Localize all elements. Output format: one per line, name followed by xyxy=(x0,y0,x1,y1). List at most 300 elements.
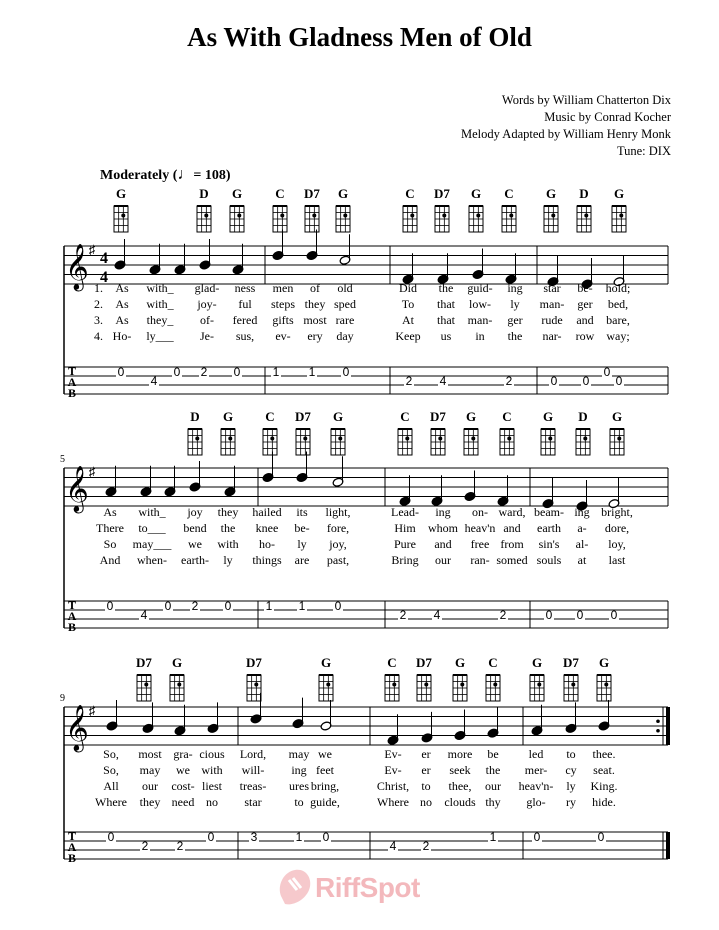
tempo-label: Moderately xyxy=(100,168,170,183)
lyric-syllable: hold; xyxy=(605,281,631,295)
lyric-syllable: the xyxy=(507,329,523,343)
chord-diagram-icon xyxy=(305,206,319,232)
lyric-syllable: of- xyxy=(200,313,214,327)
lyric-syllable: with_ xyxy=(146,281,174,295)
lyric-syllable: past, xyxy=(326,553,350,567)
lyric-syllable: er xyxy=(421,747,431,761)
lyric-syllable: al- xyxy=(575,537,589,551)
lyric-syllable: its xyxy=(296,505,308,519)
diagram-dot xyxy=(410,214,414,218)
lyric-syllable: ing xyxy=(435,505,451,519)
chord-diagram-icon xyxy=(544,206,558,232)
lyric-syllable: joy- xyxy=(197,297,217,311)
lyric-syllable: souls xyxy=(536,553,562,567)
chord-diagram-icon xyxy=(597,675,611,701)
diagram-dot xyxy=(507,437,511,441)
chord-name: G xyxy=(222,409,234,424)
lyric-syllable: be- xyxy=(294,521,310,535)
lyric-syllable: earth- xyxy=(181,553,209,567)
diagram-dot xyxy=(270,437,274,441)
tab-fret-number: 4 xyxy=(439,374,447,388)
lyric-syllable: the xyxy=(438,281,454,295)
lyric-syllable: with_ xyxy=(138,505,166,519)
tab-clef-letter: A xyxy=(67,609,77,623)
measure-number: 9 xyxy=(60,693,65,704)
lyric-syllable: glad- xyxy=(194,281,220,295)
tab-fret-number: 0 xyxy=(603,365,611,379)
lyric-syllable: and xyxy=(434,537,452,551)
tab-fret-number: 1 xyxy=(272,365,280,379)
lyric-syllable: with xyxy=(217,537,239,551)
chord-name: G xyxy=(465,409,477,424)
tune-name: Tune: DIX xyxy=(616,144,671,158)
lyric-syllable: no xyxy=(206,795,218,809)
lyric-syllable: dore, xyxy=(604,521,630,535)
tab-fret-number: 0 xyxy=(533,830,541,844)
chord-name: G xyxy=(531,655,543,670)
tab-fret-number: 0 xyxy=(224,599,232,613)
lyric-syllable: thy xyxy=(485,795,501,809)
diagram-dot xyxy=(405,437,409,441)
lyric-syllable: Keep xyxy=(395,329,421,343)
tab-fret-number: 1 xyxy=(489,830,497,844)
chord-name: D xyxy=(199,186,209,201)
key-signature-sharp-icon: ♯ xyxy=(88,703,96,718)
chord-name: G xyxy=(115,186,127,201)
diagram-dot xyxy=(571,683,575,687)
treble-clef-icon: 𝄞 xyxy=(65,244,89,289)
lyric-syllable: ly xyxy=(566,779,576,793)
chord-name: G xyxy=(454,655,466,670)
lyric-syllable: heav'n- xyxy=(518,779,554,793)
chord-diagram-icon xyxy=(469,206,483,232)
chord-diagram-icon xyxy=(502,206,516,232)
tab-fret-number: 1 xyxy=(298,599,306,613)
lyric-syllable: Where xyxy=(377,795,409,809)
diagram-dot xyxy=(471,437,475,441)
lyric-syllable: ing xyxy=(507,281,523,295)
lyric-syllable: ev- xyxy=(275,329,291,343)
chord-diagram-icon xyxy=(273,206,287,232)
tab-fret-number: 0 xyxy=(615,374,623,388)
composer-credit: Music by Conrad Kocher xyxy=(544,110,671,124)
lyric-syllable: ger xyxy=(577,297,593,311)
lyric-syllable: may___ xyxy=(132,537,172,551)
lyric-syllable: feet xyxy=(316,763,334,777)
lyric-syllable: ly xyxy=(297,537,307,551)
chord-name: D7 xyxy=(416,655,432,670)
lyric-syllable: cost- xyxy=(171,779,195,793)
brand-name: RiffSpot xyxy=(315,872,420,903)
diagram-dot xyxy=(144,683,148,687)
tab-fret-number: 2 xyxy=(191,599,199,613)
lyric-syllable: star xyxy=(244,795,262,809)
chord-diagram-icon xyxy=(564,675,578,701)
tab-fret-number: 0 xyxy=(550,374,558,388)
lyric-syllable: old xyxy=(337,281,353,295)
chord-diagram-icon xyxy=(188,429,202,455)
tab-fret-number: 0 xyxy=(342,365,350,379)
lyric-syllable: guide, xyxy=(310,795,340,809)
tab-clef-letter: B xyxy=(67,386,77,400)
arranger-credit: Melody Adapted by William Henry Monk xyxy=(460,127,671,141)
tab-fret-number: 4 xyxy=(389,839,397,853)
tab-fret-number: 2 xyxy=(141,839,149,853)
tab-clef-letter: T xyxy=(67,364,77,378)
lyric-syllable: may xyxy=(139,763,161,777)
lyric-syllable: hide. xyxy=(592,795,616,809)
chord-diagram-icon xyxy=(385,675,399,701)
lyric-syllable: they xyxy=(139,795,161,809)
tab-clef-letter: T xyxy=(67,829,77,843)
tab-fret-number: 0 xyxy=(610,608,618,622)
lyric-syllable: whom xyxy=(428,521,458,535)
lyric-syllable: Lord, xyxy=(239,747,267,761)
lyric-syllable: ger xyxy=(507,313,523,327)
chord-diagram-icon xyxy=(230,206,244,232)
lyric-syllable: So, xyxy=(103,747,119,761)
lyric-syllable: we xyxy=(188,537,202,551)
lyric-syllable: with xyxy=(201,763,223,777)
lyric-syllable: thee, xyxy=(448,779,472,793)
chord-diagram-icon xyxy=(530,675,544,701)
lyric-syllable: ly xyxy=(510,297,520,311)
verse-number: 3. xyxy=(94,313,103,327)
lyric-syllable: As xyxy=(115,281,129,295)
tab-fret-number: 4 xyxy=(140,608,148,622)
chord-name: D7 xyxy=(136,655,152,670)
lyric-syllable: sped xyxy=(334,297,356,311)
chord-name: D7 xyxy=(434,186,450,201)
lyric-syllable: us xyxy=(440,329,452,343)
diagram-dot xyxy=(228,437,232,441)
chord-name: D7 xyxy=(430,409,446,424)
lyric-syllable: need xyxy=(171,795,195,809)
tempo-bpm: = 108 xyxy=(193,168,226,183)
lyric-syllable: clouds xyxy=(444,795,476,809)
tab-fret-number: 0 xyxy=(107,830,115,844)
lyric-syllable: row xyxy=(575,329,595,343)
lyric-syllable: As xyxy=(115,313,129,327)
chord-name: G xyxy=(332,409,344,424)
diagram-dot xyxy=(280,214,284,218)
lyric-syllable: with_ xyxy=(146,297,174,311)
lyric-syllable: ery xyxy=(307,329,323,343)
chord-name: G xyxy=(611,409,623,424)
diagram-dot xyxy=(460,683,464,687)
tab-fret-number: 1 xyxy=(295,830,303,844)
lyric-syllable: to xyxy=(566,747,576,761)
lyric-syllable: sus, xyxy=(235,329,255,343)
chord-diagram-icon xyxy=(541,429,555,455)
song-title: As With Gladness Men of Old xyxy=(187,22,532,52)
lyric-syllable: of xyxy=(310,281,320,295)
lyric-syllable: more xyxy=(447,747,473,761)
chord-diagram-icon xyxy=(610,429,624,455)
lyric-syllable: may xyxy=(288,747,310,761)
tab-fret-number: 0 xyxy=(173,365,181,379)
tab-fret-number: 0 xyxy=(322,830,330,844)
diagram-dot xyxy=(424,683,428,687)
lyric-syllable: ful xyxy=(238,297,252,311)
lyric-syllable: Did xyxy=(399,281,417,295)
diagram-dot xyxy=(338,437,342,441)
time-signature-bottom: 4 xyxy=(100,269,108,286)
lyric-syllable: star xyxy=(543,281,561,295)
chord-diagram-icon xyxy=(170,675,184,701)
tab-fret-number: 0 xyxy=(334,599,342,613)
lyric-syllable: There xyxy=(96,521,124,535)
lyric-syllable: from xyxy=(500,537,524,551)
lyric-syllable: will- xyxy=(241,763,265,777)
tab-fret-number: 1 xyxy=(308,365,316,379)
chord-name: G xyxy=(337,186,349,201)
chord-diagram-icon xyxy=(576,429,590,455)
chord-name: D xyxy=(579,186,589,201)
lyric-syllable: a- xyxy=(577,521,587,535)
chord-name: C xyxy=(504,186,514,201)
lyric-syllable: our xyxy=(485,779,501,793)
lyric-syllable: And xyxy=(99,553,121,567)
lyric-syllable: liest xyxy=(202,779,222,793)
tab-fret-number: 0 xyxy=(164,599,172,613)
lyric-syllable: rare xyxy=(335,313,355,327)
lyric-syllable: Christ, xyxy=(376,779,410,793)
diagram-dot xyxy=(537,683,541,687)
chord-diagram-icon xyxy=(431,429,445,455)
tab-fret-number: 0 xyxy=(207,830,215,844)
chord-name: D7 xyxy=(295,409,311,424)
lyricist-credit: Words by William Chatterton Dix xyxy=(501,93,671,107)
verse-number: 2. xyxy=(94,297,103,311)
tempo-marking: Moderately (♩= 108) xyxy=(100,166,231,183)
chord-name: G xyxy=(320,655,332,670)
tab-clef-letter: B xyxy=(67,851,77,865)
tab-fret-number: 0 xyxy=(576,608,584,622)
treble-clef-icon: 𝄞 xyxy=(65,705,89,750)
diagram-dot xyxy=(604,683,608,687)
chord-diagram-icon xyxy=(500,429,514,455)
chord-diagram-icon xyxy=(319,675,333,701)
lyric-syllable: ures xyxy=(289,779,309,793)
repeat-dot xyxy=(656,719,660,723)
lyric-syllable: bare, xyxy=(606,313,630,327)
tab-fret-number: 3 xyxy=(250,830,258,844)
chord-name: G xyxy=(598,655,610,670)
chord-diagram-icon xyxy=(435,206,449,232)
lyric-syllable: men xyxy=(272,281,294,295)
quarter-note-icon: ♩ xyxy=(177,166,194,183)
chord-name: C xyxy=(405,186,415,201)
lyric-syllable: loy, xyxy=(608,537,626,551)
chord-diagram-icon xyxy=(197,206,211,232)
diagram-dot xyxy=(619,214,623,218)
lyric-syllable: bring, xyxy=(310,779,340,793)
chord-diagram-icon xyxy=(137,675,151,701)
chord-name: D7 xyxy=(246,655,262,670)
chord-name: D xyxy=(578,409,588,424)
diagram-dot xyxy=(583,437,587,441)
lyric-syllable: that xyxy=(437,313,455,327)
tab-fret-number: 2 xyxy=(405,374,413,388)
lyric-syllable: knee xyxy=(255,521,279,535)
lyric-syllable: sin's xyxy=(538,537,560,551)
tab-fret-number: 2 xyxy=(422,839,430,853)
lyric-syllable: day xyxy=(336,329,354,343)
diagram-dot xyxy=(584,214,588,218)
lyric-syllable: be xyxy=(487,747,499,761)
chord-diagram-icon xyxy=(486,675,500,701)
lyric-syllable: they_ xyxy=(146,313,174,327)
lyric-syllable: guid- xyxy=(467,281,493,295)
diagram-dot xyxy=(392,683,396,687)
lyric-syllable: way; xyxy=(606,329,630,343)
chord-name: G xyxy=(542,409,554,424)
lyric-syllable: things xyxy=(252,553,282,567)
lyric-syllable: man- xyxy=(539,297,565,311)
chord-diagram-icon xyxy=(612,206,626,232)
lyric-syllable: rude xyxy=(541,313,563,327)
lyric-syllable: Pure xyxy=(394,537,416,551)
chord-diagram-icon xyxy=(403,206,417,232)
diagram-dot xyxy=(617,437,621,441)
lyric-syllable: mer- xyxy=(524,763,548,777)
lyric-syllable: most xyxy=(303,313,327,327)
lyric-syllable: and xyxy=(503,521,521,535)
diagram-dot xyxy=(548,437,552,441)
lyric-syllable: seek xyxy=(449,763,471,777)
tab-fret-number: 0 xyxy=(117,365,125,379)
diagram-dot xyxy=(237,214,241,218)
lyric-syllable: on- xyxy=(472,505,488,519)
chord-diagram-icon xyxy=(331,429,345,455)
lyric-syllable: at xyxy=(577,553,587,567)
tab-fret-number: 0 xyxy=(597,830,605,844)
lyric-syllable: be- xyxy=(577,281,593,295)
lyric-syllable: ing xyxy=(574,505,590,519)
treble-clef-icon: 𝄞 xyxy=(65,466,89,511)
chord-name: C xyxy=(400,409,410,424)
diagram-dot xyxy=(476,214,480,218)
lyric-syllable: most xyxy=(138,747,162,761)
tab-clef-letter: T xyxy=(67,598,77,612)
lyric-syllable: As xyxy=(103,505,117,519)
lyric-syllable: free xyxy=(470,537,490,551)
chord-diagram-icon xyxy=(336,206,350,232)
chord-name: C xyxy=(488,655,498,670)
lyric-syllable: in xyxy=(475,329,485,343)
lyric-syllable: they xyxy=(304,297,326,311)
lyric-syllable: to xyxy=(294,795,304,809)
lyric-syllable: All xyxy=(103,779,119,793)
tab-fret-number: 4 xyxy=(433,608,441,622)
lyric-syllable: the xyxy=(485,763,501,777)
tab-fret-number: 0 xyxy=(106,599,114,613)
tab-fret-number: 0 xyxy=(545,608,553,622)
diagram-dot xyxy=(177,683,181,687)
lyric-syllable: last xyxy=(608,553,626,567)
lyric-syllable: Lead- xyxy=(391,505,419,519)
lyric-syllable: ward, xyxy=(498,505,526,519)
chord-name: C xyxy=(387,655,397,670)
lyric-syllable: when- xyxy=(137,553,167,567)
lyric-syllable: Where xyxy=(95,795,127,809)
lyric-syllable: and xyxy=(576,313,594,327)
lyric-syllable: are xyxy=(294,553,310,567)
lyric-syllable: ho- xyxy=(259,537,275,551)
lyric-syllable: cious xyxy=(199,747,225,761)
diagram-dot xyxy=(438,437,442,441)
tab-fret-number: 2 xyxy=(176,839,184,853)
lyric-syllable: thee. xyxy=(592,747,616,761)
lyric-syllable: our xyxy=(435,553,451,567)
lyric-syllable: joy, xyxy=(329,537,347,551)
lyric-syllable: fore, xyxy=(326,521,350,535)
repeat-dot xyxy=(656,729,660,733)
lyric-syllable: At xyxy=(402,313,414,327)
lyric-syllable: As xyxy=(115,297,129,311)
tab-clef-letter: B xyxy=(67,620,77,634)
lyric-syllable: somed xyxy=(496,553,528,567)
tab-fret-number: 4 xyxy=(150,374,158,388)
lyric-syllable: our xyxy=(142,779,158,793)
chord-diagram-icon xyxy=(417,675,431,701)
chord-name: G xyxy=(231,186,243,201)
chord-diagram-icon xyxy=(577,206,591,232)
lyric-syllable: Him xyxy=(394,521,416,535)
key-signature-sharp-icon: ♯ xyxy=(88,242,96,257)
diagram-dot xyxy=(312,214,316,218)
lyric-syllable: no xyxy=(420,795,432,809)
lyric-syllable: hailed xyxy=(252,505,282,519)
lyric-syllable: they xyxy=(217,505,239,519)
tab-fret-number: 2 xyxy=(499,608,507,622)
lyric-syllable: bed, xyxy=(607,297,629,311)
lyric-syllable: glo- xyxy=(526,795,546,809)
lyric-syllable: ry xyxy=(566,795,576,809)
tab-fret-number: 2 xyxy=(399,608,407,622)
lyric-syllable: bright, xyxy=(601,505,633,519)
lyric-syllable: to___ xyxy=(138,521,166,535)
lyric-syllable: Je- xyxy=(200,329,214,343)
lyric-syllable: seat. xyxy=(593,763,615,777)
tab-fret-number: 0 xyxy=(233,365,241,379)
lyric-syllable: Ev- xyxy=(384,747,402,761)
tab-fret-number: 1 xyxy=(265,599,273,613)
chord-name: G xyxy=(613,186,625,201)
tab-fret-number: 2 xyxy=(505,374,513,388)
lyric-syllable: Ho- xyxy=(112,329,132,343)
lyric-syllable: that xyxy=(437,297,455,311)
key-signature-sharp-icon: ♯ xyxy=(88,464,96,479)
tab-clef-letter: A xyxy=(67,375,77,389)
lyric-syllable: beam- xyxy=(534,505,564,519)
lyric-syllable: So xyxy=(103,537,117,551)
time-signature-top: 4 xyxy=(100,250,108,267)
diagram-dot xyxy=(551,214,555,218)
lyric-syllable: ly xyxy=(223,553,233,567)
chord-diagram-icon xyxy=(464,429,478,455)
diagram-dot xyxy=(493,683,497,687)
lyric-syllable: ran- xyxy=(470,553,490,567)
chord-name: D7 xyxy=(563,655,579,670)
diagram-dot xyxy=(442,214,446,218)
lyric-syllable: ly___ xyxy=(146,329,174,343)
chord-diagram-icon xyxy=(221,429,235,455)
lyric-syllable: gra- xyxy=(173,747,193,761)
diagram-dot xyxy=(509,214,513,218)
lyric-syllable: bend xyxy=(183,521,207,535)
